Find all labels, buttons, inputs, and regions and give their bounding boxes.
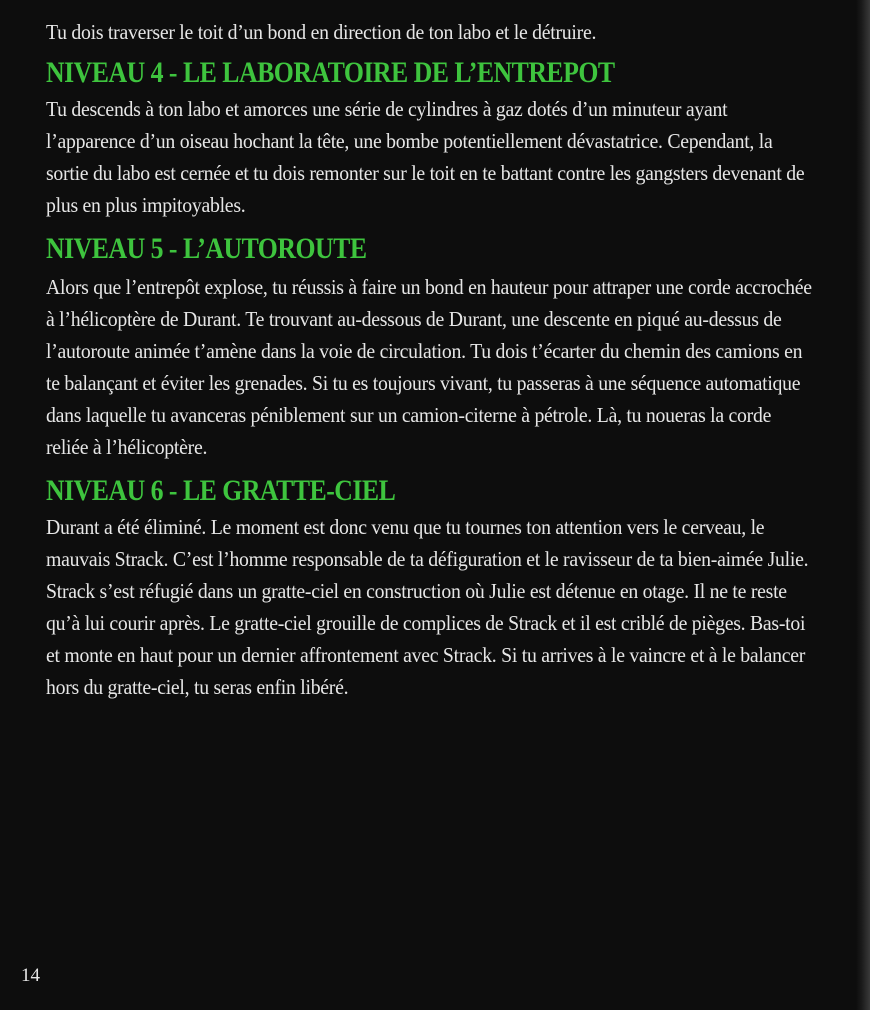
page-edge-shadow	[856, 0, 870, 1010]
paragraph-niveau-5: Alors que l’entrepôt explose, tu réussis à faire un bond en hauteur pour attraper une corde accrochée à l’hélicoptère de Durant. Te trouvant au-dessous de Durant, une descente en piqué au-dessus de l’autoroute animée t’amène dans la voie de circulation. Tu dois t’écarter du chemin des camions en te balançant et éviter les grenades. Si tu es toujours vivant, tu passeras à une séquence automatique dans laquelle tu avanceras péniblement sur un camion-citerne à pétrole. Là, tu noueras la corde reliée à l’hélicoptère.	[46, 275, 812, 459]
heading-niveau-4: NIVEAU 4 - LE LABORATOIRE DE L’ENTREPOT	[46, 56, 615, 89]
paragraph-niveau-6-part-2: Strack s’est réfugié dans un gratte-ciel en construction où Julie est détenue en otage. Il ne te reste qu’à lui courir après. Le gratte-ciel grouille de complices de Strack et il est criblé de pièges. Bas-toi et monte en haut pour un dernier affrontement avec Strack. Si tu arrives à le vaincre et à le balancer hors du gratte-ciel, tu seras enfin libéré.	[46, 579, 806, 699]
heading-niveau-5: NIVEAU 5 - L’AUTOROUTE	[46, 232, 367, 265]
intro-paragraph: Tu dois traverser le toit d’un bond en direction de ton labo et le détruire.	[46, 20, 597, 44]
heading-niveau-6: NIVEAU 6 - LE GRATTE-CIEL	[46, 474, 396, 507]
paragraph-niveau-6-part-1: Durant a été éliminé. Le moment est donc venu que tu tournes ton attention vers le cerveau, le mauvais Strack. C’est l’homme responsable de ta défiguration et le ravisseur de ta bien-aimée Julie.	[46, 515, 809, 571]
page-number: 14	[21, 965, 40, 986]
text-column	[46, 16, 816, 703]
paragraph-niveau-4: Tu descends à ton labo et amorces une série de cylindres à gaz dotés d’un minuteur ayant l’apparence d’un oiseau hochant la tête, une bombe potentiellement dévastatrice. Cependant, la sortie du labo est cernée et tu dois remonter sur le toit en te battant contre les gangsters devenant de plus en plus impitoyables.	[46, 97, 805, 217]
